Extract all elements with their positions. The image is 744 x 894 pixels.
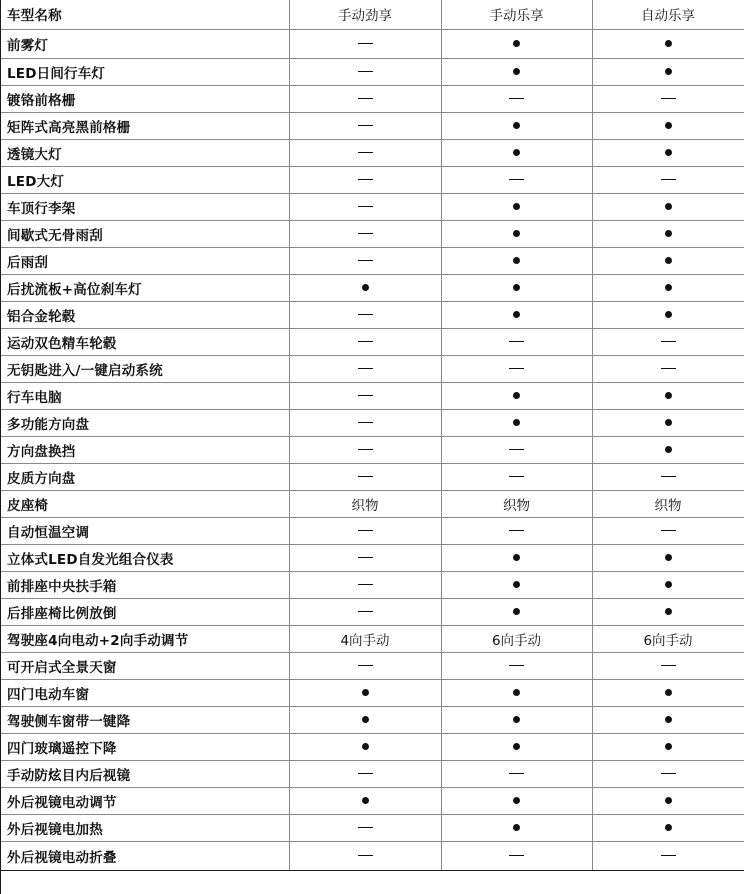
feature-value-trim-3 [592,760,744,787]
not-available-dash [509,665,524,666]
table-row [1,301,744,328]
feature-value-trim-1 [289,355,441,382]
standard-dot-icon [665,419,672,426]
feature-name: 四门电动车窗 [1,679,289,706]
table-row [1,598,744,625]
feature-value-trim-3 [592,544,744,571]
feature-value-trim-3 [592,625,744,652]
feature-value-trim-2 [441,301,592,328]
not-available-dash [358,855,373,856]
not-available-dash [509,179,524,180]
feature-value-trim-3 [592,409,744,436]
standard-dot-icon [665,743,672,750]
feature-value-trim-1 [289,328,441,355]
standard-dot-icon [665,284,672,291]
feature-name: 手动防炫目内后视镜 [1,760,289,787]
standard-dot-icon [362,716,369,723]
feature-value-trim-2 [441,463,592,490]
table-row [1,436,744,463]
standard-dot-icon [513,203,520,210]
not-available-dash [358,827,373,828]
not-available-dash [661,341,676,342]
feature-name: 前雾灯 [1,29,289,58]
feature-value-trim-2 [441,274,592,301]
feature-value-trim-2 [441,247,592,274]
feature-value-trim-1 [289,814,441,841]
standard-dot-icon [362,743,369,750]
table-row [1,166,744,193]
feature-value-trim-2 [441,544,592,571]
not-available-dash [509,341,524,342]
not-available-dash [358,584,373,585]
feature-value-trim-3 [592,598,744,625]
standard-dot-icon [665,392,672,399]
standard-dot-icon [513,716,520,723]
feature-value-trim-2 [441,58,592,85]
not-available-dash [661,476,676,477]
feature-value-trim-3 [592,328,744,355]
feature-value-trim-1 [289,787,441,814]
feature-name: 方向盘换挡 [1,436,289,463]
feature-value-trim-3 [592,112,744,139]
standard-dot-icon [362,284,369,291]
feature-value-trim-3 [592,247,744,274]
header-row [1,0,744,29]
table-row [1,193,744,220]
standard-dot-icon [513,311,520,318]
feature-value-trim-2 [441,328,592,355]
not-available-dash [358,43,373,44]
feature-value-trim-2 [441,787,592,814]
standard-dot-icon [362,797,369,804]
standard-dot-icon [665,689,672,696]
feature-name: 后扰流板+高位刹车灯 [1,274,289,301]
not-available-dash [358,422,373,423]
feature-value-trim-3 [592,787,744,814]
feature-name: 运动双色精车轮毂 [1,328,289,355]
feature-value-trim-3 [592,29,744,58]
feature-name: 无钥匙进入/一键启动系统 [1,355,289,382]
not-available-dash [358,773,373,774]
table-row [1,382,744,409]
table-row [1,679,744,706]
feature-name: 前排座中央扶手箱 [1,571,289,598]
not-available-dash [661,98,676,99]
table-row [1,328,744,355]
feature-value-trim-2 [441,139,592,166]
table-row [1,544,744,571]
feature-value-trim-3 [592,490,744,517]
not-available-dash [358,557,373,558]
feature-value-trim-1 [289,733,441,760]
standard-dot-icon [665,257,672,264]
table-row [1,29,744,58]
feature-value-trim-1 [289,517,441,544]
feature-value-trim-1 [289,220,441,247]
not-available-dash [358,260,373,261]
feature-name: LED大灯 [1,166,289,193]
not-available-dash [661,179,676,180]
feature-name: 间歇式无骨雨刮 [1,220,289,247]
column-header-trim-2: 手动乐享 [441,0,592,29]
table-row [1,490,744,517]
standard-dot-icon [665,203,672,210]
not-available-dash [358,341,373,342]
feature-value-trim-1 [289,301,441,328]
not-available-dash [661,773,676,774]
feature-name: 皮座椅 [1,490,289,517]
feature-value-trim-3 [592,355,744,382]
feature-name: 铝合金轮毂 [1,301,289,328]
feature-value-trim-1 [289,625,441,652]
feature-value-trim-3 [592,436,744,463]
feature-value-trim-1 [289,274,441,301]
feature-value-trim-2 [441,382,592,409]
standard-dot-icon [513,689,520,696]
standard-dot-icon [513,743,520,750]
standard-dot-icon [513,230,520,237]
standard-dot-icon [513,608,520,615]
standard-dot-icon [665,797,672,804]
standard-dot-icon [665,446,672,453]
table-body [1,29,744,870]
feature-value-trim-2 [441,112,592,139]
table-row [1,58,744,85]
table-row [1,760,744,787]
table-row [1,652,744,679]
feature-value-trim-2 [441,841,592,870]
table-row [1,274,744,301]
standard-dot-icon [513,797,520,804]
table-row [1,625,744,652]
standard-dot-icon [665,122,672,129]
standard-dot-icon [513,68,520,75]
feature-value-trim-1 [289,247,441,274]
not-available-dash [358,179,373,180]
feature-value-trim-3 [592,517,744,544]
not-available-dash [358,611,373,612]
feature-value-trim-3 [592,301,744,328]
option-text: 6向手动 [643,632,693,649]
option-text: 6向手动 [491,632,542,649]
table-row [1,706,744,733]
standard-dot-icon [513,40,520,47]
feature-value-trim-2 [441,598,592,625]
feature-name: 驾驶侧车窗带一键降 [1,706,289,733]
feature-value-trim-1 [289,139,441,166]
standard-dot-icon [665,230,672,237]
not-available-dash [509,855,524,856]
feature-value-trim-2 [441,814,592,841]
not-available-dash [358,530,373,531]
table-row [1,85,744,112]
feature-value-trim-2 [441,29,592,58]
standard-dot-icon [513,824,520,831]
feature-value-trim-1 [289,85,441,112]
feature-name: 驾驶座4向电动+2向手动调节 [1,625,289,652]
feature-value-trim-3 [592,733,744,760]
table-row [1,814,744,841]
feature-value-trim-2 [441,760,592,787]
feature-name: 可开启式全景天窗 [1,652,289,679]
feature-value-trim-1 [289,679,441,706]
not-available-dash [358,476,373,477]
feature-value-trim-1 [289,463,441,490]
feature-value-trim-1 [289,490,441,517]
feature-value-trim-3 [592,382,744,409]
standard-dot-icon [513,284,520,291]
standard-dot-icon [513,149,520,156]
feature-value-trim-3 [592,139,744,166]
feature-value-trim-3 [592,220,744,247]
not-available-dash [661,855,676,856]
table-row [1,139,744,166]
standard-dot-icon [665,554,672,561]
table-row [1,409,744,436]
feature-value-trim-1 [289,112,441,139]
feature-name: 立体式LED自发光组合仪表 [1,544,289,571]
feature-value-trim-1 [289,382,441,409]
feature-value-trim-2 [441,436,592,463]
table-row [1,517,744,544]
standard-dot-icon [665,68,672,75]
feature-value-trim-1 [289,706,441,733]
not-available-dash [358,98,373,99]
feature-name: 外后视镜电动折叠 [1,841,289,870]
feature-name: 车顶行李架 [1,193,289,220]
feature-value-trim-1 [289,29,441,58]
feature-value-trim-1 [289,193,441,220]
feature-name: 外后视镜电动调节 [1,787,289,814]
not-available-dash [358,368,373,369]
not-available-dash [509,449,524,450]
feature-value-trim-3 [592,166,744,193]
feature-value-trim-3 [592,463,744,490]
standard-dot-icon [665,608,672,615]
feature-value-trim-2 [441,625,592,652]
table-row [1,463,744,490]
table-row [1,355,744,382]
feature-name: 自动恒温空调 [1,517,289,544]
not-available-dash [358,449,373,450]
standard-dot-icon [665,40,672,47]
table-row [1,571,744,598]
column-header-trim-1: 手动劲享 [289,0,441,29]
feature-value-trim-3 [592,58,744,85]
feature-value-trim-3 [592,652,744,679]
not-available-dash [509,98,524,99]
feature-value-trim-3 [592,274,744,301]
feature-name: 行车电脑 [1,382,289,409]
standard-dot-icon [513,554,520,561]
feature-value-trim-1 [289,652,441,679]
standard-dot-icon [665,824,672,831]
standard-dot-icon [513,392,520,399]
feature-name: 皮质方向盘 [1,463,289,490]
feature-name: LED日间行车灯 [1,58,289,85]
feature-value-trim-2 [441,652,592,679]
not-available-dash [358,395,373,396]
feature-value-trim-2 [441,490,592,517]
feature-value-trim-2 [441,571,592,598]
feature-value-trim-2 [441,85,592,112]
feature-value-trim-3 [592,841,744,870]
feature-value-trim-2 [441,220,592,247]
feature-name: 镀铬前格栅 [1,85,289,112]
standard-dot-icon [513,419,520,426]
feature-value-trim-3 [592,85,744,112]
feature-name: 矩阵式高亮黑前格栅 [1,112,289,139]
standard-dot-icon [665,311,672,318]
feature-value-trim-3 [592,193,744,220]
standard-dot-icon [665,716,672,723]
table-row [1,247,744,274]
standard-dot-icon [665,149,672,156]
not-available-dash [661,368,676,369]
standard-dot-icon [362,689,369,696]
feature-name: 后排座椅比例放倒 [1,598,289,625]
feature-value-trim-2 [441,733,592,760]
column-header-trim-3: 自动乐享 [592,0,744,29]
option-text: 织物 [503,497,530,514]
not-available-dash [358,665,373,666]
standard-dot-icon [513,581,520,588]
not-available-dash [661,530,676,531]
feature-value-trim-3 [592,679,744,706]
feature-value-trim-1 [289,571,441,598]
table-row [1,220,744,247]
feature-value-trim-2 [441,679,592,706]
not-available-dash [509,476,524,477]
not-available-dash [509,530,524,531]
feature-value-trim-1 [289,841,441,870]
option-text: 4向手动 [340,632,390,649]
feature-name: 透镜大灯 [1,139,289,166]
feature-name: 外后视镜电加热 [1,814,289,841]
not-available-dash [358,125,373,126]
feature-value-trim-3 [592,814,744,841]
feature-name: 多功能方向盘 [1,409,289,436]
standard-dot-icon [513,122,520,129]
feature-value-trim-2 [441,517,592,544]
feature-value-trim-1 [289,760,441,787]
feature-value-trim-3 [592,571,744,598]
feature-value-trim-1 [289,436,441,463]
not-available-dash [509,773,524,774]
feature-value-trim-3 [592,706,744,733]
table-row [1,841,744,870]
spec-table [1,0,744,871]
feature-value-trim-2 [441,706,592,733]
not-available-dash [358,314,373,315]
feature-value-trim-1 [289,58,441,85]
feature-value-trim-1 [289,544,441,571]
not-available-dash [358,152,373,153]
feature-name: 四门玻璃遥控下降 [1,733,289,760]
table-row [1,733,744,760]
not-available-dash [661,665,676,666]
feature-value-trim-2 [441,193,592,220]
not-available-dash [358,206,373,207]
not-available-dash [509,368,524,369]
feature-value-trim-1 [289,409,441,436]
feature-value-trim-2 [441,166,592,193]
feature-value-trim-2 [441,409,592,436]
table-row [1,787,744,814]
feature-name: 后雨刮 [1,247,289,274]
standard-dot-icon [665,581,672,588]
not-available-dash [358,233,373,234]
option-text: 织物 [351,497,379,514]
column-header-model-name: 车型名称 [1,0,289,29]
feature-value-trim-2 [441,355,592,382]
standard-dot-icon [513,257,520,264]
not-available-dash [358,71,373,72]
option-text: 织物 [654,497,682,514]
table-row [1,112,744,139]
feature-value-trim-1 [289,166,441,193]
feature-value-trim-1 [289,598,441,625]
